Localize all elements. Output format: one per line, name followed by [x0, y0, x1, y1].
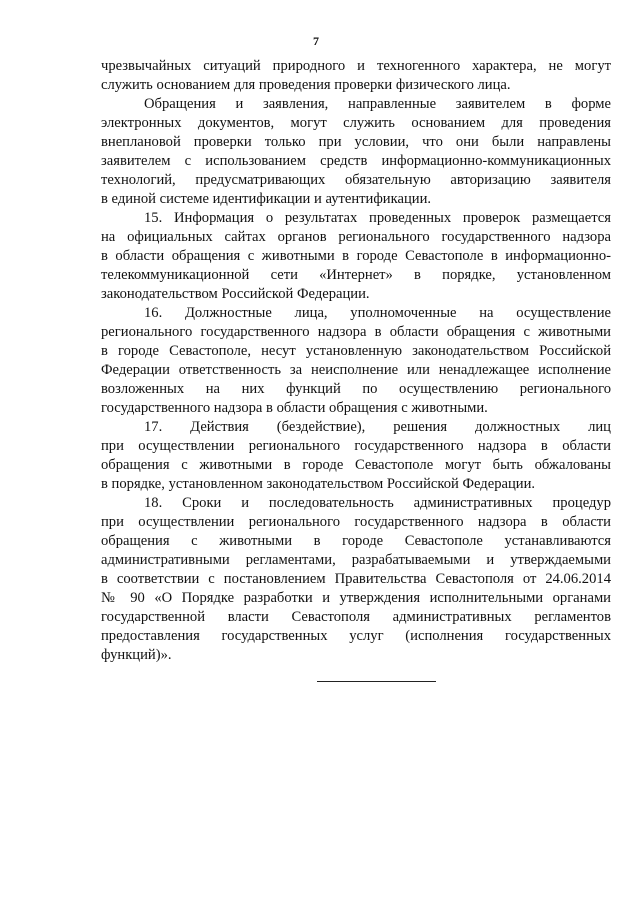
- text-line: Федерации ответственность за неисполнение или ненадлежащее исполнение: [101, 362, 611, 378]
- text-line: телекоммуникационной сети «Интернет» в порядке, установленном: [101, 267, 611, 283]
- text-line: технологий, предусматривающих обязательную авторизацию заявителя: [101, 172, 611, 188]
- text-line: в области обращения с животными в городе Севастополе в информационно-: [101, 248, 611, 264]
- text-line: возложенных на них функций по осуществлению регионального: [101, 381, 611, 397]
- text-line: законодательством Российской Федерации.: [101, 286, 370, 302]
- text-line: обращения с животными в городе Севастополе могут быть обжалованы: [101, 457, 611, 473]
- text-line: в порядке, установленном законодательством Российской Федерации.: [101, 476, 536, 492]
- end-of-text-rule: [317, 681, 436, 682]
- text-line: заявителем с использованием средств информационно-коммуникационных: [101, 153, 611, 169]
- text-line: Обращения и заявления, направленные заявителем в форме: [144, 96, 611, 112]
- text-line: административными регламентами, разрабатываемыми и утверждаемыми: [101, 552, 611, 568]
- text-line: 18. Сроки и последовательность административных процедур: [144, 495, 611, 511]
- text-line: регионального государственного надзора в области обращения с животными: [101, 324, 611, 340]
- text-line: при осуществлении регионального государственного надзора в области: [101, 438, 611, 454]
- paragraph-17: [101, 418, 611, 494]
- text-line: в единой системе идентификации и аутентификации.: [101, 191, 432, 207]
- paragraph-electronic-documents: [101, 95, 611, 209]
- text-line: 15. Информация о результатах проведенных проверок размещается: [144, 210, 611, 226]
- text-line: в соответствии с постановлением Правительства Севастополя от 24.06.2014: [101, 571, 611, 587]
- text-line: предоставления государственных услуг (исполнения государственных: [101, 628, 611, 644]
- text-line: № 90 «О Порядке разработки и утверждения исполнительными органами: [101, 590, 611, 606]
- text-line: внеплановой проверки только при условии, что они были направлены: [101, 134, 611, 150]
- text-line: государственной власти Севастополя административных регламентов: [101, 609, 611, 625]
- text-line: функций)».: [101, 647, 172, 663]
- text-line: на официальных сайтах органов регионального государственного надзора: [101, 229, 611, 245]
- page-number: 7: [313, 34, 319, 48]
- text-line: в городе Севастополе, несут установленную законодательством Российской: [101, 343, 611, 359]
- paragraph-15: [101, 209, 611, 304]
- text-line: при осуществлении регионального государственного надзора в области: [101, 514, 611, 530]
- paragraph-18: [101, 494, 611, 665]
- paragraph-continuation: [101, 57, 611, 95]
- text-line: 17. Действия (бездействие), решения должностных лиц: [144, 419, 611, 435]
- document-body: [101, 57, 611, 665]
- text-line: чрезвычайных ситуаций природного и техногенного характера, не могут: [101, 58, 611, 74]
- text-line: государственного надзора в области обращения с животными.: [101, 400, 488, 416]
- text-line: служить основанием для проведения проверки физического лица.: [101, 77, 511, 93]
- text-line: электронных документов, могут служить основанием для проведения: [101, 115, 611, 131]
- text-line: обращения с животными в городе Севастополе устанавливаются: [101, 533, 611, 549]
- text-line: 16. Должностные лица, уполномоченные на осуществление: [144, 305, 611, 321]
- paragraph-16: [101, 304, 611, 418]
